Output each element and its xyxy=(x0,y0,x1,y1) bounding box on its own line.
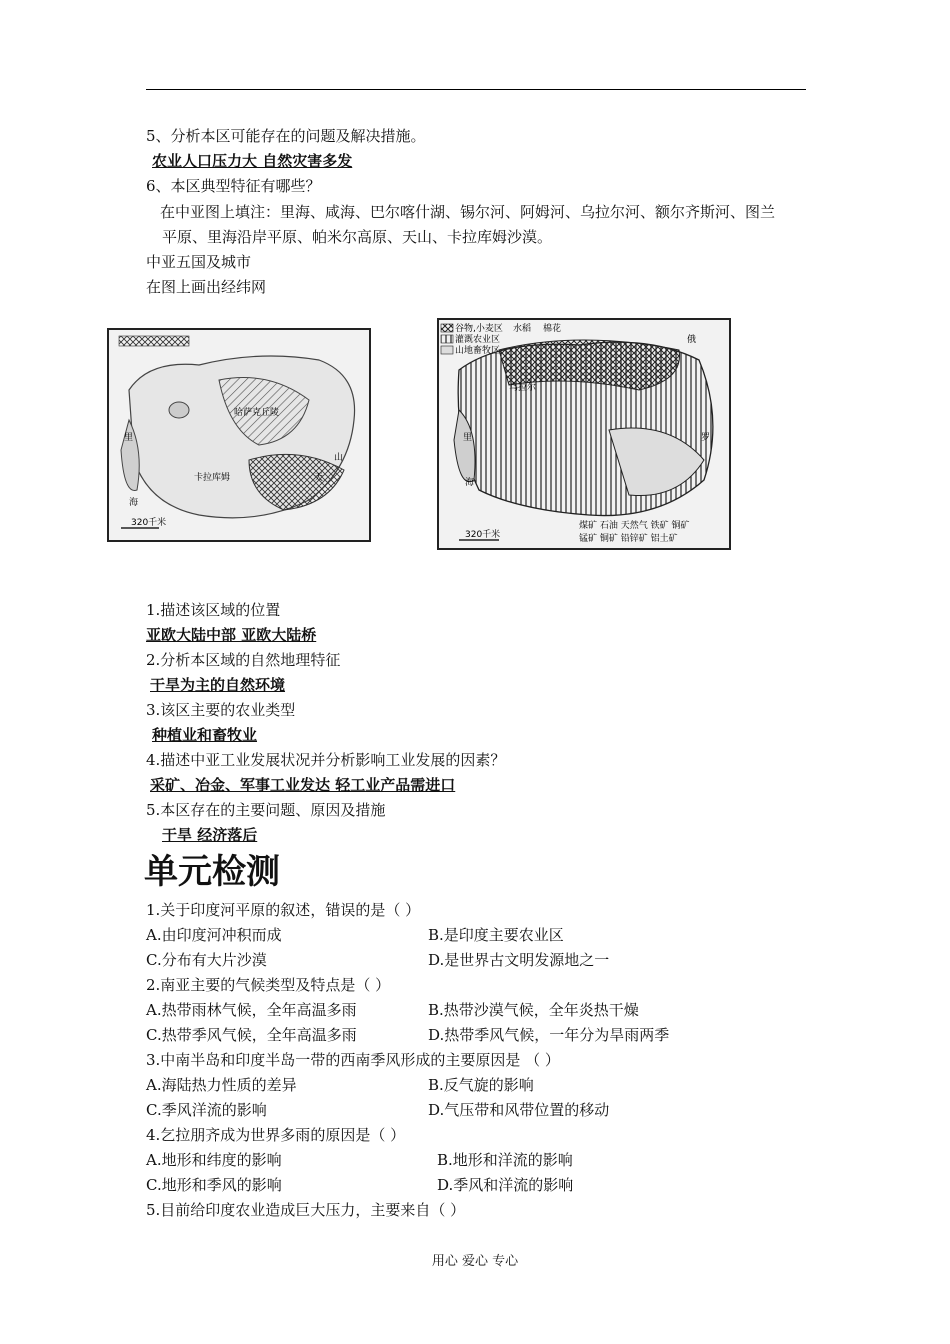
test-q3: 3.中南半岛和印度半岛一带的西南季风形成的主要原因是 （ ） xyxy=(146,1051,560,1069)
legend-grain: 谷物,小麦区 xyxy=(455,324,503,334)
label-li: 里 xyxy=(124,433,134,443)
test-q2-c: C.热带季风气候，全年高温多雨 xyxy=(146,1026,357,1044)
test-q3-d: D.气压带和风带位置的移动 xyxy=(428,1101,610,1119)
label-hai: 海 xyxy=(129,498,139,508)
test-q2: 2.南亚主要的气候类型及特点是（ ） xyxy=(146,976,391,994)
answer-5b: 干旱 经济落后 xyxy=(162,826,258,844)
question-5b: 5.本区存在的主要问题、原因及措施 xyxy=(146,801,386,819)
test-q1-c: C.分布有大片沙漠 xyxy=(146,951,267,969)
test-q5: 5.目前给印度农业造成巨大压力，主要来自（ ） xyxy=(146,1201,466,1219)
bottom-legend-1: 煤矿 石油 天然气 铁矿 铜矿 xyxy=(579,521,690,531)
task-line-2: 平原、里海沿岸平原、帕米尔高原、天山、卡拉库姆沙漠。 xyxy=(162,228,553,246)
test-q4-a: A.地形和纬度的影响 xyxy=(146,1151,282,1169)
task-grid: 在图上画出经纬网 xyxy=(146,278,267,296)
test-q2-b: B.热带沙漠气候，全年炎热干燥 xyxy=(428,1001,639,1019)
agriculture-map-drawing xyxy=(439,320,729,548)
answer-3: 种植业和畜牧业 xyxy=(152,726,258,744)
test-q4-d: D.季风和洋流的影响 xyxy=(437,1176,574,1194)
label-hai-right: 海 xyxy=(465,478,475,488)
header-rule xyxy=(146,89,806,90)
test-q1-a: A.由印度河冲积而成 xyxy=(146,926,282,944)
label-kazakh-hills: 哈萨克丘陵 xyxy=(234,408,280,418)
label-ural: 乌拉尔 xyxy=(509,383,537,393)
test-q3-c: C.季风洋流的影响 xyxy=(146,1101,267,1119)
answer-1: 亚欧大陆中部 亚欧大陆桥 xyxy=(146,626,317,644)
question-2: 2.分析本区域的自然地理特征 xyxy=(146,651,341,669)
test-q2-a: A.热带雨林气候，全年高温多雨 xyxy=(146,1001,357,1019)
right-scale-label: 320千米 xyxy=(465,530,501,540)
question-3: 3.该区主要的农业类型 xyxy=(146,701,296,719)
test-q1: 1.关于印度河平原的叙述，错误的是（ ） xyxy=(146,901,421,919)
question-5: 5、分析本区可能存在的问题及解决措施。 xyxy=(146,127,426,145)
physical-map-drawing xyxy=(109,330,369,540)
question-6: 6、本区典型特征有哪些？ xyxy=(146,177,321,195)
left-scale-label: 320千米 xyxy=(131,518,167,528)
answer-2: 干旱为主的自然环境 xyxy=(150,676,286,694)
legend-mountain: 山地畜牧区 xyxy=(455,346,501,356)
legend-cotton: 棉花 xyxy=(543,324,562,334)
answer-4: 采矿、冶金、军事工业发达 轻工业产品需进口 xyxy=(150,776,456,794)
bottom-legend-2: 锰矿 铜矿 铅锌矿 铝土矿 xyxy=(579,534,678,544)
label-karakum: 卡拉库姆 xyxy=(194,473,231,483)
test-q4-c: C.地形和季风的影响 xyxy=(146,1176,282,1194)
label-shan: 山 xyxy=(334,453,344,463)
test-q2-d: D.热带季风气候，一年分为旱雨两季 xyxy=(428,1026,670,1044)
question-1: 1.描述该区域的位置 xyxy=(146,601,281,619)
page-footer: 用心 爱心 专心 xyxy=(431,1254,519,1269)
task-countries: 中亚五国及城市 xyxy=(146,253,252,271)
test-q3-a: A.海陆热力性质的差异 xyxy=(146,1076,297,1094)
central-asia-physical-map xyxy=(107,328,371,542)
legend-rice: 水稻 xyxy=(513,324,532,334)
test-q1-b: B.是印度主要农业区 xyxy=(428,926,564,944)
test-q4-b: B.地形和洋流的影响 xyxy=(437,1151,573,1169)
test-q4: 4.乞拉朋齐成为世界多雨的原因是（ ） xyxy=(146,1126,406,1144)
unit-test-heading: 单元检测 xyxy=(144,852,280,892)
label-li-right: 里 xyxy=(463,433,473,443)
question-4: 4.描述中亚工业发展状况并分析影响工业发展的因素？ xyxy=(146,751,506,769)
test-q1-d: D.是世界古文明发源地之一 xyxy=(428,951,610,969)
label-luo: 罗 xyxy=(701,433,711,443)
test-q3-b: B.反气旋的影响 xyxy=(428,1076,534,1094)
legend-irrigation: 灌溉农业区 xyxy=(455,335,501,345)
label-russia: 俄 xyxy=(687,335,697,345)
answer-5: 农业人口压力大 自然灾害多发 xyxy=(152,152,353,170)
task-line-1: 在中亚图上填注：里海、咸海、巴尔喀什湖、锡尔河、阿姆河、乌拉尔河、额尔齐斯河、图兰 xyxy=(160,203,776,221)
label-tian: 天 xyxy=(314,473,324,483)
central-asia-agriculture-map xyxy=(437,318,731,550)
